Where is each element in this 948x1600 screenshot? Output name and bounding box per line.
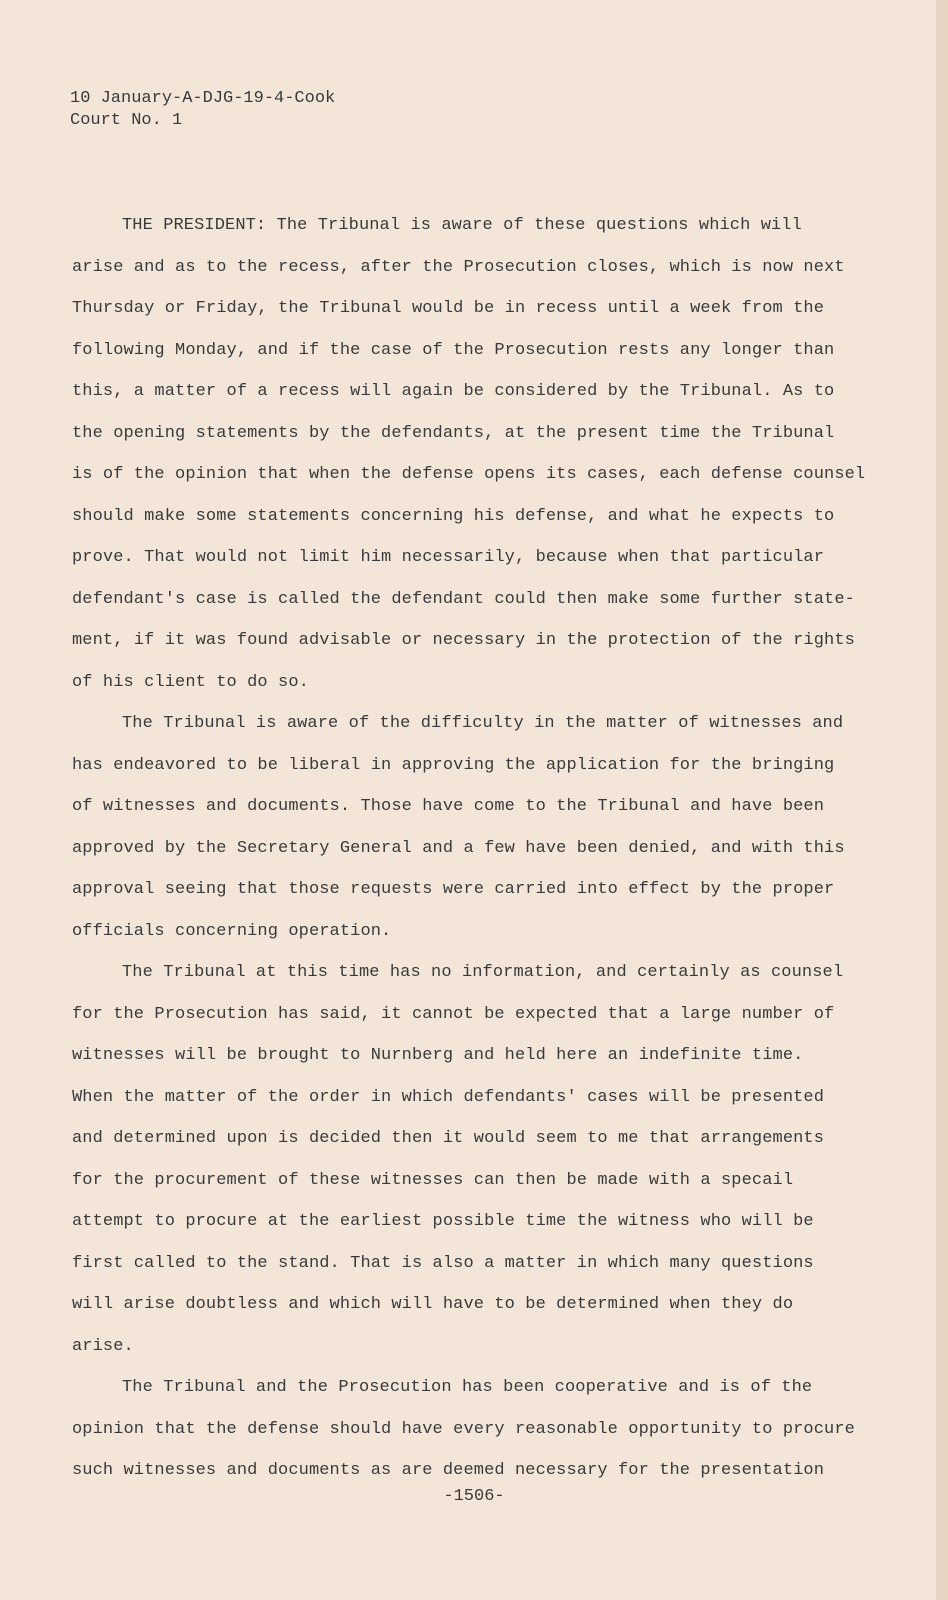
text-line: THE PRESIDENT: The Tribunal is aware of these questions which will bbox=[122, 216, 802, 235]
text-line: ment, if it was found advisable or necessary in the protection of the rights bbox=[72, 631, 855, 650]
text-line: attempt to procure at the earliest possible time the witness who will be bbox=[72, 1212, 814, 1231]
text-line: of his client to do so. bbox=[72, 672, 309, 692]
text-line: for the Prosecution has said, it cannot be expected that a large number of bbox=[72, 1004, 835, 1024]
text-line: this, a matter of a recess will again be considered by the Tribunal. As to bbox=[72, 382, 835, 401]
text-line: officials concerning operation. bbox=[72, 921, 392, 941]
text-line: following Monday, and if the case of the Prosecution rests any longer than bbox=[72, 340, 835, 360]
text-line: prove. That would not limit him necessarily, because when that particular bbox=[72, 548, 825, 567]
text-line: The Tribunal and the Prosecution has been cooperative and is of the bbox=[122, 1378, 813, 1397]
page-number: -1506- bbox=[443, 1487, 505, 1506]
paper-edge bbox=[936, 0, 948, 1600]
text-line: should make some statements concerning his defense, and what he expects to bbox=[72, 506, 835, 526]
text-line: approved by the Secretary General and a few have been denied, and with this bbox=[72, 838, 845, 858]
text-line: arise. bbox=[72, 1336, 134, 1356]
text-line: first called to the stand. That is also a matter in which many questions bbox=[72, 1253, 814, 1273]
text-line: the opening statements by the defendants, at the present time the Tribunal bbox=[72, 423, 835, 443]
text-line: defendant's case is called the defendant could then make some further state- bbox=[72, 589, 855, 609]
text-line: is of the opinion that when the defense opens its cases, each defense counsel bbox=[72, 465, 866, 484]
document-header bbox=[70, 88, 335, 132]
text-line: The Tribunal at this time has no information, and certainly as counsel bbox=[122, 963, 844, 982]
text-line: for the procurement of these witnesses can then be made with a specail bbox=[72, 1170, 794, 1190]
text-line: arise and as to the recess, after the Prosecution closes, which is now next bbox=[72, 257, 845, 277]
text-line: When the matter of the order in which defendants' cases will be presented bbox=[72, 1087, 825, 1107]
text-line: has endeavored to be liberal in approving the application for the bringing bbox=[72, 755, 835, 775]
text-line: of witnesses and documents. Those have come to the Tribunal and have been bbox=[72, 797, 825, 816]
text-line: will arise doubtless and which will have to be determined when they do bbox=[72, 1295, 794, 1314]
text-line: witnesses will be brought to Nurnberg and held here an indefinite time. bbox=[72, 1046, 804, 1065]
header-reference: 10 January-A-DJG-19-4-Cook bbox=[70, 89, 336, 108]
text-line: The Tribunal is aware of the difficulty in the matter of witnesses and bbox=[122, 714, 844, 733]
text-line: Thursday or Friday, the Tribunal would be in recess until a week from the bbox=[72, 299, 825, 318]
transcript-body bbox=[72, 205, 866, 1492]
text-line: approval seeing that those requests were carried into effect by the proper bbox=[72, 880, 835, 899]
header-court: Court No. 1 bbox=[70, 111, 183, 130]
text-line: opinion that the defense should have every reasonable opportunity to procure bbox=[72, 1419, 855, 1439]
text-line: such witnesses and documents as are deemed necessary for the presentation bbox=[72, 1461, 825, 1480]
text-line: and determined upon is decided then it would seem to me that arrangements bbox=[72, 1129, 825, 1148]
